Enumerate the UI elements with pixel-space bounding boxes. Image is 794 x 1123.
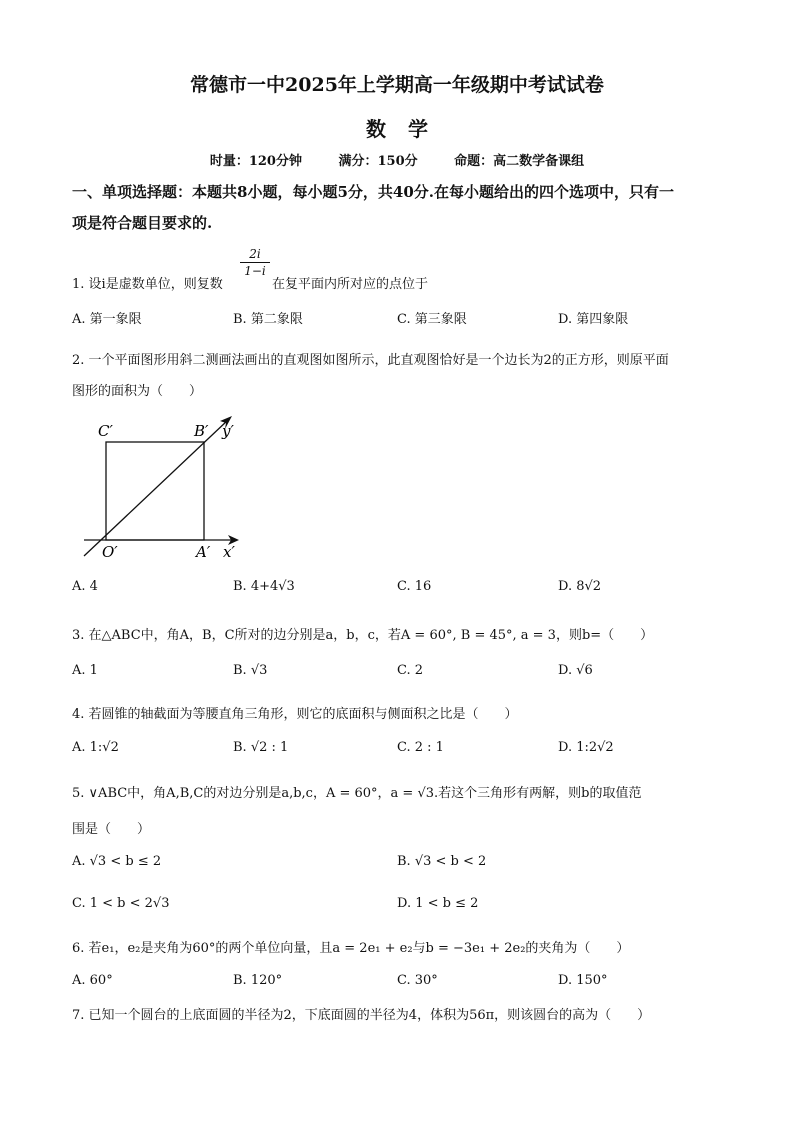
question-3-option-d: D. √6	[558, 663, 593, 678]
question-6-option-d: D. 150°	[558, 973, 608, 988]
exam-title: 常德市一中2025年上学期高一年级期中考试试卷	[190, 74, 604, 96]
question-7-text: 7. 已知一个圆台的上底面圆的半径为2，下底面圆的半径为4，体积为56π，则该圆台的高为（ ）	[72, 1008, 651, 1023]
question-3-option-a: A. 1	[72, 663, 98, 678]
label-c: C′	[98, 422, 113, 440]
question-2-option-b: B. 4+4√3	[233, 579, 295, 594]
question-5-option-d: D. 1 < b ≤ 2	[397, 896, 479, 911]
full-score: 满分：150分	[338, 154, 418, 169]
question-4-option-a: A. 1:√2	[72, 740, 119, 755]
exam-author: 命题：高二数学备课组	[454, 154, 585, 169]
question-2-line1: 2. 一个平面图形用斜二测画法画出的直观图如图所示，此直观图恰好是一个边长为2的正方形，则原平面	[72, 353, 669, 368]
question-1-option-a: A. 第一象限	[72, 312, 142, 327]
question-5-option-c: C. 1 < b < 2√3	[72, 896, 170, 911]
subject-title: 数学	[366, 117, 450, 141]
label-x: x′	[223, 543, 235, 561]
fraction-denominator: 1−i	[244, 264, 266, 278]
section-heading-line1: 一、单项选择题：本题共8小题，每小题5分，共40分.在每小题给出的四个选项中，只有一	[72, 183, 674, 201]
question-5-line2: 围是（ ）	[72, 822, 151, 837]
question-3-text: 3. 在△ABC中，角A，B，C所对的边分别是a，b，c，若A = 60°, B = 45°, a = 3，则b=（ ）	[72, 628, 654, 643]
question-4-option-c: C. 2 : 1	[397, 740, 444, 755]
question-6-option-c: C. 30°	[397, 973, 438, 988]
question-2-line2: 图形的面积为（ ）	[72, 384, 203, 399]
exam-meta	[0, 150, 794, 169]
question-3-option-b: B. √3	[233, 663, 268, 678]
question-5-line1: 5. ∨ABC中，角A,B,C的对边分别是a,b,c，A = 60°，a = √3.若这个三角形有两解，则b的取值范	[72, 786, 642, 801]
label-y: y′	[222, 422, 234, 440]
question-6-option-b: B. 120°	[233, 973, 283, 988]
question-4-text: 4. 若圆锥的轴截面为等腰直角三角形，则它的底面积与侧面积之比是（ ）	[72, 707, 518, 722]
question-5-option-b: B. √3 < b < 2	[397, 854, 487, 869]
question-1-option-d: D. 第四象限	[558, 312, 629, 327]
question-1-option-b: B. 第二象限	[233, 312, 303, 327]
question-6-text: 6. 若e₁，e₂是夹角为60°的两个单位向量，且a = 2e₁ + e₂与b = −3e₁ + 2e₂的夹角为（ ）	[72, 941, 630, 956]
oblique-square-figure	[76, 412, 256, 562]
question-2-option-c: C. 16	[397, 579, 432, 594]
question-1-before: 1. 设i是虚数单位，则复数	[72, 277, 223, 292]
question-5-option-a: A. √3 < b ≤ 2	[72, 854, 162, 869]
question-1-option-c: C. 第三象限	[397, 312, 467, 327]
question-1-after: 在复平面内所对应的点位于	[272, 277, 429, 292]
section-heading-line2: 项是符合题目要求的.	[72, 214, 213, 232]
question-3-option-c: C. 2	[397, 663, 424, 678]
question-6-option-a: A. 60°	[72, 973, 113, 988]
fraction-numerator: 2i	[249, 247, 261, 261]
time-limit: 时量：120分钟	[209, 154, 302, 169]
question-2-option-d: D. 8√2	[558, 579, 602, 594]
label-o: O′	[102, 543, 118, 561]
question-4-option-d: D. 1:2√2	[558, 740, 614, 755]
label-a: A′	[196, 543, 211, 561]
label-b: B′	[194, 422, 209, 440]
question-4-option-b: B. √2 : 1	[233, 740, 289, 755]
question-1-fraction	[240, 247, 270, 278]
question-2-option-a: A. 4	[72, 579, 98, 594]
fraction-bar	[240, 262, 270, 263]
